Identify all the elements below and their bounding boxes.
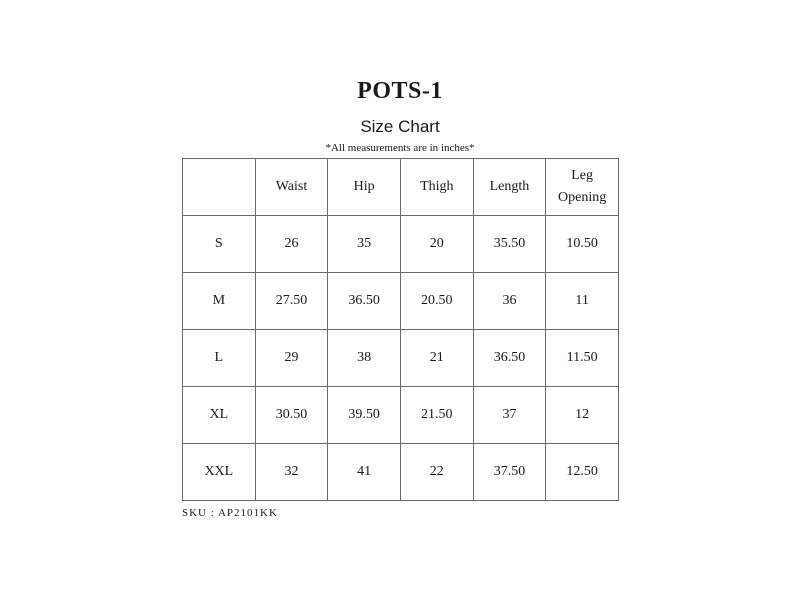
size-label: XXL [183,444,256,501]
length-value: 35.50 [473,216,546,273]
leg-opening-value: 12.50 [546,444,619,501]
hip-value: 38 [328,330,401,387]
length-value: 37.50 [473,444,546,501]
thigh-value: 20 [400,216,473,273]
leg-opening-value: 10.50 [546,216,619,273]
leg-opening-value: 12 [546,387,619,444]
sku-label: SKU : AP2101KK [182,507,278,519]
size-chart-table [182,158,619,501]
header-leg-opening-line1: Leg [571,168,594,183]
thigh-value: 21.50 [400,387,473,444]
thigh-value: 20.50 [400,273,473,330]
header-thigh: Thigh [400,159,473,216]
hip-value: 35 [328,216,401,273]
leg-opening-value: 11 [546,273,619,330]
waist-value: 29 [255,330,328,387]
table-header-row [183,159,619,216]
length-value: 37 [473,387,546,444]
size-label: XL [183,387,256,444]
table-row [183,273,619,330]
corner-header [183,159,256,216]
waist-value: 32 [255,444,328,501]
size-label: M [183,273,256,330]
header-length: Length [473,159,546,216]
waist-value: 26 [255,216,328,273]
length-value: 36 [473,273,546,330]
hip-value: 41 [328,444,401,501]
table-row [183,330,619,387]
length-value: 36.50 [473,330,546,387]
waist-value: 30.50 [255,387,328,444]
header-leg-opening-line2: Opening [558,190,607,205]
thigh-value: 22 [400,444,473,501]
waist-value: 27.50 [255,273,328,330]
size-label: L [183,330,256,387]
page-title: POTS-1 [357,78,443,104]
table-row [183,387,619,444]
header-hip: Hip [328,159,401,216]
header-waist: Waist [255,159,328,216]
measurement-note: *All measurements are in inches* [325,142,475,154]
header-leg-opening [546,159,619,216]
thigh-value: 21 [400,330,473,387]
leg-opening-value: 11.50 [546,330,619,387]
table-row [183,444,619,501]
size-label: S [183,216,256,273]
hip-value: 39.50 [328,387,401,444]
hip-value: 36.50 [328,273,401,330]
page-subtitle: Size Chart [360,117,440,136]
table-row [183,216,619,273]
